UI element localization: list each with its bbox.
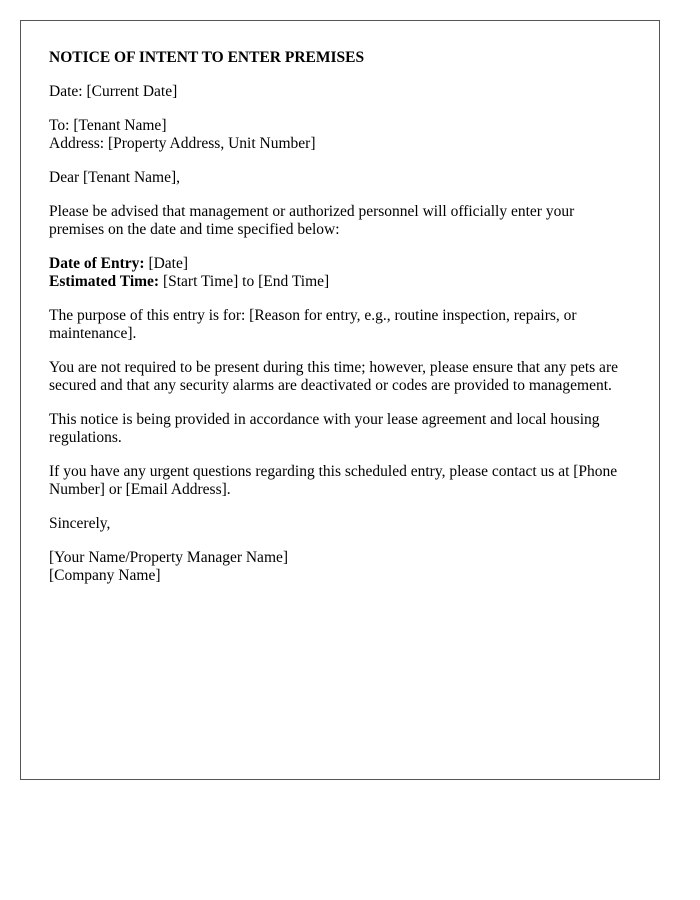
recipient-block [49, 117, 631, 153]
recipient-name-line: To: [Tenant Name] [49, 117, 167, 134]
entry-time-line [49, 273, 631, 291]
signer-name: [Your Name/Property Manager Name] [49, 549, 289, 566]
entry-time-label: Estimated Time: [49, 273, 160, 290]
salutation: Dear [Tenant Name], [49, 169, 181, 186]
signature-block [49, 549, 631, 585]
company-name: [Company Name] [49, 567, 161, 584]
compliance-paragraph: This notice is being provided in accordance with your lease agreement and local housing regulations. [49, 411, 600, 446]
contact-paragraph: If you have any urgent questions regarding this scheduled entry, please contact us at [Phone Number] or [Email Address]. [49, 463, 618, 498]
letter-title: NOTICE OF INTENT TO ENTER PREMISES [49, 49, 365, 66]
entry-details [49, 255, 631, 291]
entry-time-value: [Start Time] to [End Time] [159, 273, 330, 290]
letter-document [20, 20, 660, 780]
purpose-paragraph: The purpose of this entry is for: [Reason for entry, e.g., routine inspection, repairs, or maintenance]. [49, 307, 577, 342]
presence-paragraph: You are not required to be present during this time; however, please ensure that any pets are secured and that any security alarms are deactivated or codes are provided to management. [49, 359, 618, 394]
date-line: Date: [Current Date] [49, 83, 178, 100]
entry-date-value: [Date] [144, 255, 189, 272]
closing: Sincerely, [49, 515, 111, 532]
entry-date-label: Date of Entry: [49, 255, 145, 272]
recipient-address-line: Address: [Property Address, Unit Number] [49, 135, 316, 152]
entry-date-line [49, 255, 631, 273]
intro-paragraph: Please be advised that management or authorized personnel will officially enter your premises on the date and time specified below: [49, 203, 575, 238]
